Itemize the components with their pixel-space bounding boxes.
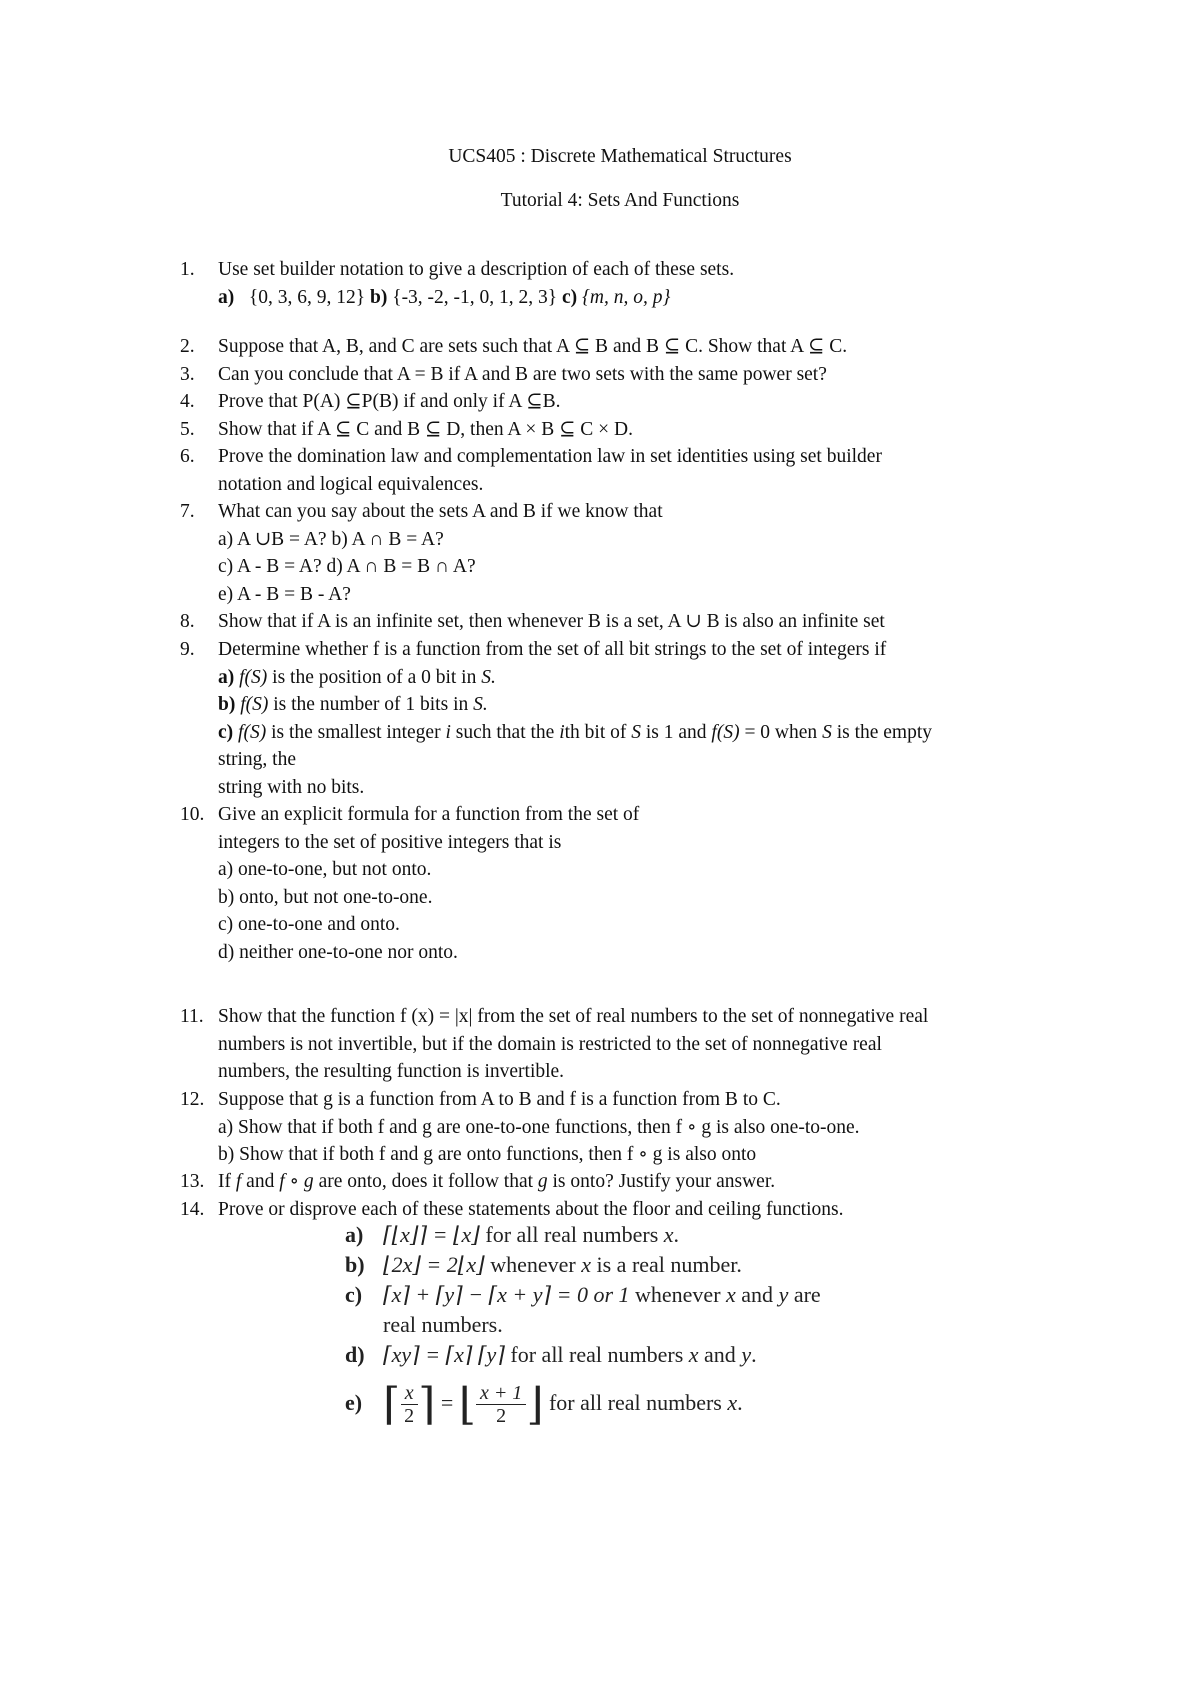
question-number: 3.: [180, 364, 195, 385]
part-label: a): [218, 286, 235, 308]
part-text: = 0 when: [739, 721, 823, 743]
text-run: are onto, does it follow that: [313, 1171, 538, 1192]
part-text: is the number of 1 bits in: [268, 694, 474, 716]
var: f: [235, 1171, 242, 1192]
tutorial-title: Tutorial 4: Sets And Functions: [500, 190, 740, 211]
question-text: Use set builder notation to give a description of each of these sets.: [218, 259, 735, 280]
set-c: {m, n, o, p}: [582, 286, 671, 308]
question-text: notation and logical equivalences.: [218, 473, 484, 495]
statement-label: a): [345, 1222, 364, 1247]
text-run: whenever: [484, 1252, 582, 1277]
question-text: Suppose that A, B, and C are sets such that A ⊆ B and B ⊆ C. Show that A ⊆ C.: [218, 336, 848, 357]
floor-ceiling-statements: [345, 1220, 821, 1436]
text-run: for all real numbers: [543, 1390, 728, 1415]
var: x: [581, 1252, 591, 1277]
question-text: Give an explicit formula for a function from the set of: [218, 804, 640, 825]
question-number: 14.: [180, 1199, 205, 1220]
denominator: 2: [496, 1405, 507, 1428]
text-run: .: [673, 1222, 680, 1247]
part-text: is the position of a 0 bit in: [267, 666, 482, 688]
question-text: What can you say about the sets A and B if we know that: [218, 501, 663, 522]
numerator: x + 1: [476, 1382, 526, 1405]
statement-c: [345, 1280, 821, 1310]
question-number: 13.: [180, 1171, 205, 1192]
text-run: is onto? Justify your answer.: [547, 1171, 776, 1192]
fraction: [476, 1382, 526, 1427]
question-number: 11.: [180, 1006, 204, 1027]
question-part: a) one-to-one, but not onto.: [218, 859, 432, 881]
func-expr: f(S): [239, 666, 268, 688]
denominator: 2: [404, 1405, 415, 1428]
part-text: is the smallest integer: [266, 721, 446, 743]
numerator: x: [401, 1382, 418, 1405]
question-part: b) Show that if both f and g are onto functions, then f ∘ g is also onto: [218, 1144, 757, 1166]
question-number: 8.: [180, 611, 195, 632]
question-part: c) A - B = A? d) A ∩ B = B ∩ A?: [218, 556, 476, 578]
floor-bracket: ⌊: [458, 1379, 476, 1429]
func-expr: f(S): [240, 694, 269, 716]
var: S: [631, 721, 641, 743]
part-text: th bit of: [564, 721, 632, 743]
question-part: a) A ∪B = A? b) A ∩ B = A?: [218, 528, 444, 550]
question-number: 10.: [180, 804, 205, 825]
question-number: 4.: [180, 391, 195, 412]
question-number: 5.: [180, 419, 195, 440]
question-text: integers to the set of positive integers that is: [218, 831, 562, 853]
var: i: [445, 721, 451, 743]
part-text: is 1 and: [640, 721, 712, 743]
question-part: c) one-to-one and onto.: [218, 914, 400, 936]
text-run: for all real numbers: [479, 1222, 664, 1247]
floor-bracket: ⌋: [526, 1379, 544, 1429]
statement-c-cont: real numbers.: [383, 1312, 503, 1337]
equals: =: [440, 1390, 454, 1415]
question-part: [218, 719, 1098, 747]
var: i: [559, 721, 565, 743]
question-text: Prove or disprove each of these statements about the floor and ceiling functions.: [218, 1199, 844, 1220]
question-number: 7.: [180, 501, 195, 522]
part-text: is the empty: [831, 721, 933, 743]
func-expr: f(S): [711, 721, 740, 743]
var: y: [778, 1282, 789, 1307]
question-text: [218, 1168, 1098, 1196]
ceil-bracket: ⌉: [418, 1379, 436, 1429]
part-text: such that the: [450, 721, 560, 743]
question-text: Prove the domination law and complementation law in set identities using set builder: [218, 446, 882, 467]
math-expr: ⌊2x⌋ = 2⌊x⌋: [383, 1252, 485, 1277]
var: g: [537, 1171, 548, 1192]
var: x: [688, 1342, 699, 1367]
part-label: c): [218, 721, 234, 743]
text-run: If: [218, 1171, 236, 1192]
statement-label: c): [345, 1282, 363, 1307]
statement-e: [345, 1370, 821, 1436]
part-label: c): [562, 286, 578, 308]
question-number: 6.: [180, 446, 195, 467]
question-number: 12.: [180, 1089, 205, 1110]
func-expr: f(S): [238, 721, 267, 743]
question-part: string, the: [218, 749, 296, 771]
question-text: Prove that P(A) ⊆P(B) if and only if A ⊆B.: [218, 391, 561, 412]
question-part: b) onto, but not one-to-one.: [218, 886, 433, 908]
text-run: and: [735, 1282, 779, 1307]
text-run: .: [751, 1342, 757, 1367]
text-run: whenever: [629, 1282, 727, 1307]
text-run: for all real numbers: [504, 1342, 689, 1367]
statement-b: [345, 1250, 821, 1280]
question-text: Show that if A ⊆ C and B ⊆ D, then A × B ⊆ C × D.: [218, 419, 633, 440]
var: S.: [481, 666, 496, 688]
var: y: [741, 1342, 752, 1367]
statement-a: [345, 1220, 821, 1250]
text-run: .: [737, 1390, 743, 1415]
question-text: Suppose that g is a function from A to B and f is a function from B to C.: [218, 1089, 781, 1110]
ceil-bracket: ⌈: [383, 1379, 401, 1429]
course-title: UCS405 : Discrete Mathematical Structures: [448, 146, 792, 167]
func-expr: f ∘ g: [279, 1171, 314, 1192]
question-text: numbers is not invertible, but if the domain is restricted to the set of nonnegative real: [218, 1033, 882, 1055]
question-part: [218, 664, 1098, 692]
question-part: d) neither one-to-one nor onto.: [218, 941, 458, 963]
question-part: e) A - B = B - A?: [218, 583, 351, 605]
math-expr: ⌈x⌉ + ⌈y⌉ − ⌈x + y⌉ = 0 or 1: [383, 1282, 630, 1307]
question-number: 9.: [180, 639, 195, 660]
var: x: [727, 1390, 738, 1415]
text-run: is a real number.: [591, 1252, 742, 1277]
text-run: and: [698, 1342, 742, 1367]
set-a: {0, 3, 6, 9, 12}: [248, 286, 366, 308]
question-text: Can you conclude that A = B if A and B are two sets with the same power set?: [218, 364, 827, 385]
question-text: Show that the function f (x) = |x| from the set of real numbers to the set of nonnegative real: [218, 1006, 929, 1027]
question-text: Determine whether f is a function from the set of all bit strings to the set of integers if: [218, 639, 887, 660]
question-part: [218, 691, 1098, 719]
var: x: [663, 1222, 674, 1247]
part-label: a): [218, 666, 235, 688]
fraction: [400, 1382, 418, 1427]
question-number: 2.: [180, 336, 195, 357]
text-run: and: [241, 1171, 280, 1192]
part-label: b): [369, 286, 388, 308]
statement-d: [345, 1340, 821, 1370]
statement-label: d): [345, 1342, 365, 1367]
statement-label: e): [345, 1390, 363, 1415]
question-text: Show that if A is an infinite set, then whenever B is a set, A ∪ B is also an infinite set: [218, 611, 885, 632]
text-run: are: [788, 1282, 821, 1307]
question-parts: [218, 284, 1098, 312]
question-text: numbers, the resulting function is invertible.: [218, 1061, 565, 1083]
question-part: string with no bits.: [218, 776, 365, 798]
part-label: b): [218, 694, 236, 716]
question-part: a) Show that if both f and g are one-to-one functions, then f ∘ g is also one-to-one.: [218, 1116, 860, 1138]
math-expr: ⌈⌊x⌋⌉ = ⌊x⌋: [383, 1222, 480, 1247]
statement-label: b): [345, 1252, 365, 1277]
var: S.: [473, 694, 488, 716]
set-b: {-3, -2, -1, 0, 1, 2, 3}: [392, 286, 558, 308]
var: x: [726, 1282, 736, 1307]
var: S: [822, 721, 832, 743]
math-expr: ⌈xy⌉ = ⌈x⌉ ⌈y⌉: [383, 1342, 505, 1367]
question-number: 1.: [180, 259, 195, 280]
